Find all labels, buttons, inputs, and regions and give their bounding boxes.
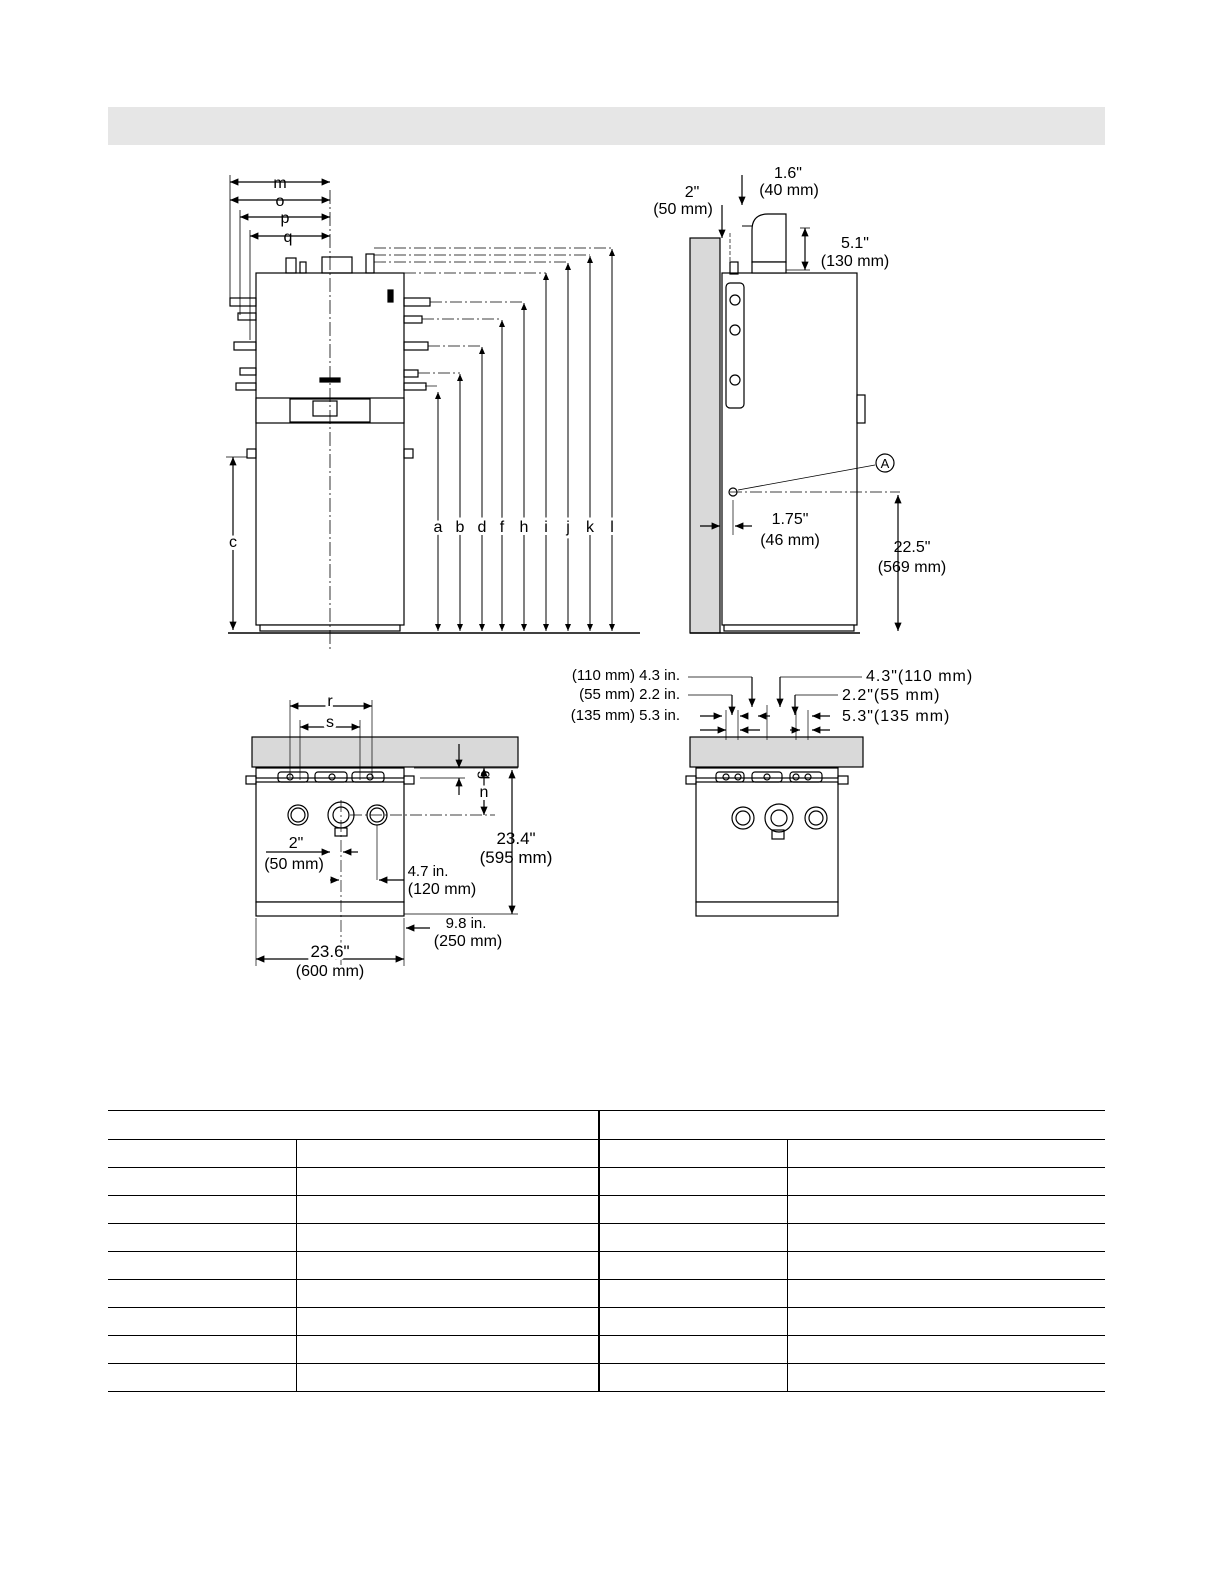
dimension-table	[108, 1110, 1105, 1392]
dim-label-right-row1: 4.3"(110 mm)	[866, 668, 974, 685]
front-view	[226, 175, 640, 652]
dim-label-569mm: (569 mm)	[877, 559, 947, 576]
dim-label-5-1in: 5.1"	[841, 235, 869, 252]
dim-label-1-6in: 1.6"	[774, 165, 802, 182]
table-header-row	[108, 1111, 1105, 1140]
dim-label-1-75in: 1.75"	[771, 511, 809, 528]
dim-label-50mm-left: (50 mm)	[264, 856, 324, 873]
dim-label-i: i	[544, 519, 548, 536]
dim-label-m: m	[273, 175, 287, 192]
table-header-right	[599, 1111, 1105, 1140]
dim-label-a: a	[433, 519, 443, 536]
dim-label-h: h	[519, 519, 529, 536]
top-view-right	[686, 677, 863, 916]
dim-label-left-row2: (55 mm) 2.2 in.	[579, 686, 680, 703]
dim-label-j: j	[566, 519, 570, 536]
callout-a: A	[880, 456, 890, 471]
table-row	[108, 1308, 1105, 1336]
dim-label-l: l	[610, 519, 614, 536]
dim-label-595mm: (595 mm)	[479, 848, 553, 867]
dim-label-4-7in: 4.7 in.	[407, 863, 449, 880]
dim-label-p: p	[280, 210, 290, 227]
dim-label-40mm: (40 mm)	[759, 182, 819, 199]
dim-label-q: q	[283, 229, 293, 246]
dim-label-130mm: (130 mm)	[820, 253, 890, 270]
table-row	[108, 1196, 1105, 1224]
dim-label-s: s	[326, 714, 334, 731]
dim-label-left-row1: (110 mm) 4.3 in.	[571, 667, 680, 684]
table-header-left	[108, 1111, 599, 1140]
dim-label-2in-left: 2"	[288, 835, 304, 852]
dim-label-2in: 2"	[684, 184, 700, 201]
table-row	[108, 1252, 1105, 1280]
dim-label-23-6in: 23.6"	[310, 942, 350, 961]
table-row	[108, 1336, 1105, 1364]
dim-label-250mm: (250 mm)	[433, 933, 503, 950]
dim-label-23-4in: 23.4"	[496, 829, 536, 848]
dim-label-22-5in: 22.5"	[893, 539, 931, 556]
dim-label-50mm: (50 mm)	[653, 201, 713, 218]
dim-label-d: d	[477, 519, 487, 536]
dim-label-left-row3: (135 mm) 5.3 in.	[570, 707, 680, 724]
table-row	[108, 1364, 1105, 1392]
dim-label-f: f	[499, 519, 505, 536]
table-row	[108, 1140, 1105, 1168]
dim-label-c: c	[229, 534, 237, 551]
dim-label-r: r	[327, 693, 333, 710]
dim-label-g: g	[477, 770, 494, 780]
dim-label-b: b	[455, 519, 465, 536]
dim-label-k: k	[586, 519, 594, 536]
table-row	[108, 1224, 1105, 1252]
dim-label-right-row3: 5.3"(135 mm)	[842, 708, 951, 725]
dim-label-o: o	[275, 193, 285, 210]
dim-label-n: n	[479, 784, 489, 801]
table-row	[108, 1280, 1105, 1308]
dim-label-600mm: (600 mm)	[295, 963, 365, 980]
dim-label-right-row2: 2.2"(55 mm)	[842, 687, 941, 704]
dim-label-9-8in: 9.8 in.	[445, 915, 487, 932]
table-row	[108, 1168, 1105, 1196]
dim-label-120mm: (120 mm)	[407, 881, 477, 898]
dim-label-46mm: (46 mm)	[760, 532, 820, 549]
